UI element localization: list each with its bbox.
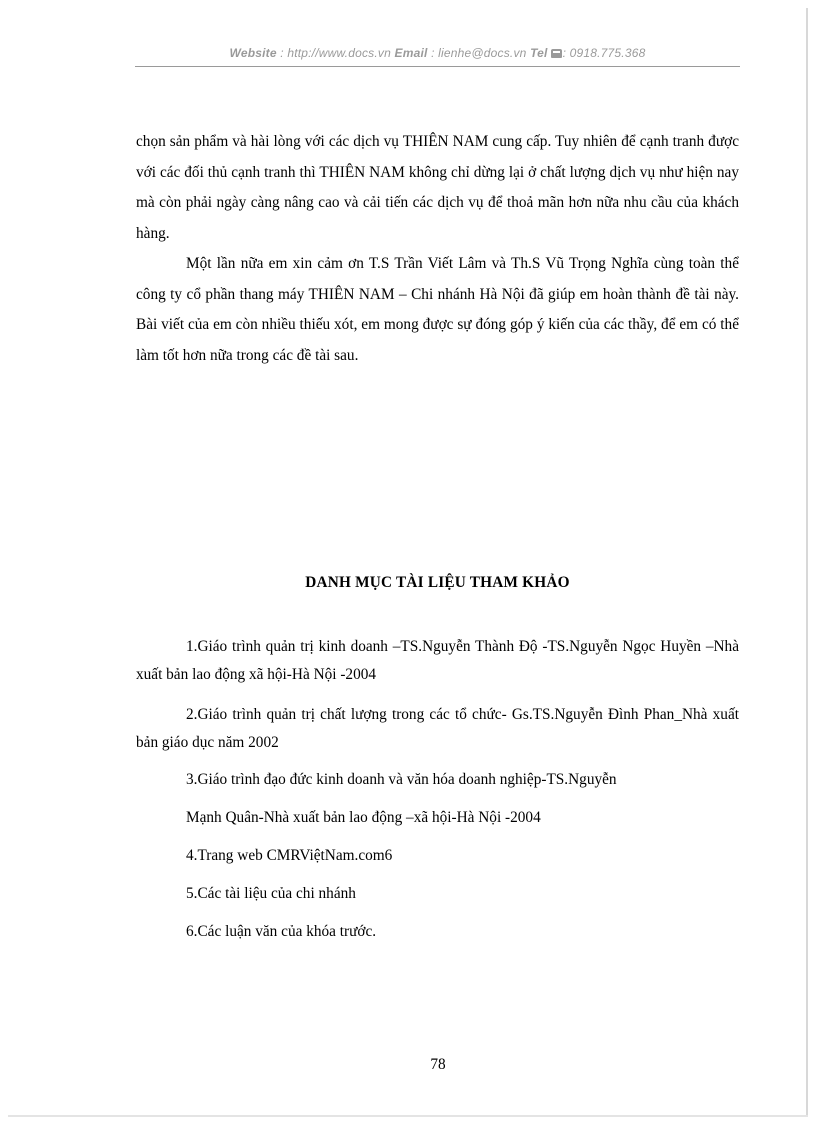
reference-item-5: 5.Các tài liệu của chi nhánh [186, 885, 356, 902]
reference-item-4: 4.Trang web CMRViệtNam.com6 [186, 847, 393, 864]
header-email-label: Email [394, 46, 428, 60]
page-header [135, 46, 740, 67]
reference-item-3-continued: Mạnh Quân-Nhà xuất bản lao động –xã hội-Hà Nội -2004 [186, 809, 541, 826]
reference-item-2: 2.Giáo trình quản trị chất lượng trong các tổ chức- Gs.TS.Nguyễn Đình Phan_Nhà xuất bản giáo dục năm 2002 [136, 706, 739, 751]
reference-item-1: 1.Giáo trình quản trị kinh doanh –TS.Nguyễn Thành Độ -TS.Nguyễn Ngọc Huyền –Nhà xuất bản lao động xã hội-Hà Nội -2004 [136, 638, 739, 683]
header-website-label: Website [229, 46, 277, 60]
header-website-separator: : [276, 46, 288, 60]
header-tel-value: 0918.775.368 [569, 46, 646, 60]
header-website-link[interactable]: http://www.docs.vn [287, 46, 391, 60]
reference-item-3: 3.Giáo trình đạo đức kinh doanh và văn hóa doanh nghiệp-TS.Nguyễn [186, 771, 617, 788]
page-shadow-bottom [8, 1115, 808, 1117]
telephone-icon [551, 49, 562, 58]
body-paragraph-1: chọn sản phẩm và hài lòng với các dịch vụ THIÊN NAM cung cấp. Tuy nhiên để cạnh tranh được với các đối thủ cạnh tranh thì THIÊN NAM không chỉ dừng lại ở chất lượng dịch vụ như hiện nay mà còn phải ngày càng nâng cao và cải tiến các dịch vụ để thoả mãn hơn nữa nhu cầu của khách hàng. [136, 133, 739, 242]
reference-item-6: 6.Các luận văn của khóa trước. [186, 923, 377, 940]
page-shadow-right [806, 8, 808, 1115]
header-tel-separator: : [562, 46, 570, 60]
body-paragraph-2: Một lần nữa em xin cảm ơn T.S Trần Viết Lâm và Th.S Vũ Trọng Nghĩa cùng toàn thể công ty cổ phần thang máy THIÊN NAM – Chi nhánh Hà Nội đã giúp em hoàn thành đề tài này. Bài viết của em còn nhiều thiếu xót, em mong được sự đóng góp ý kiến của các thầy, để em có thể làm tốt hơn nữa trong các đề tài sau. [136, 255, 739, 364]
page-number: 78 [430, 1056, 446, 1073]
header-email-link[interactable]: lienhe@docs.vn [438, 46, 527, 60]
header-tel-label: Tel [530, 46, 548, 60]
header-email-separator: : [427, 46, 439, 60]
references-title: DANH MỤC TÀI LIỆU THAM KHẢO [305, 574, 570, 591]
